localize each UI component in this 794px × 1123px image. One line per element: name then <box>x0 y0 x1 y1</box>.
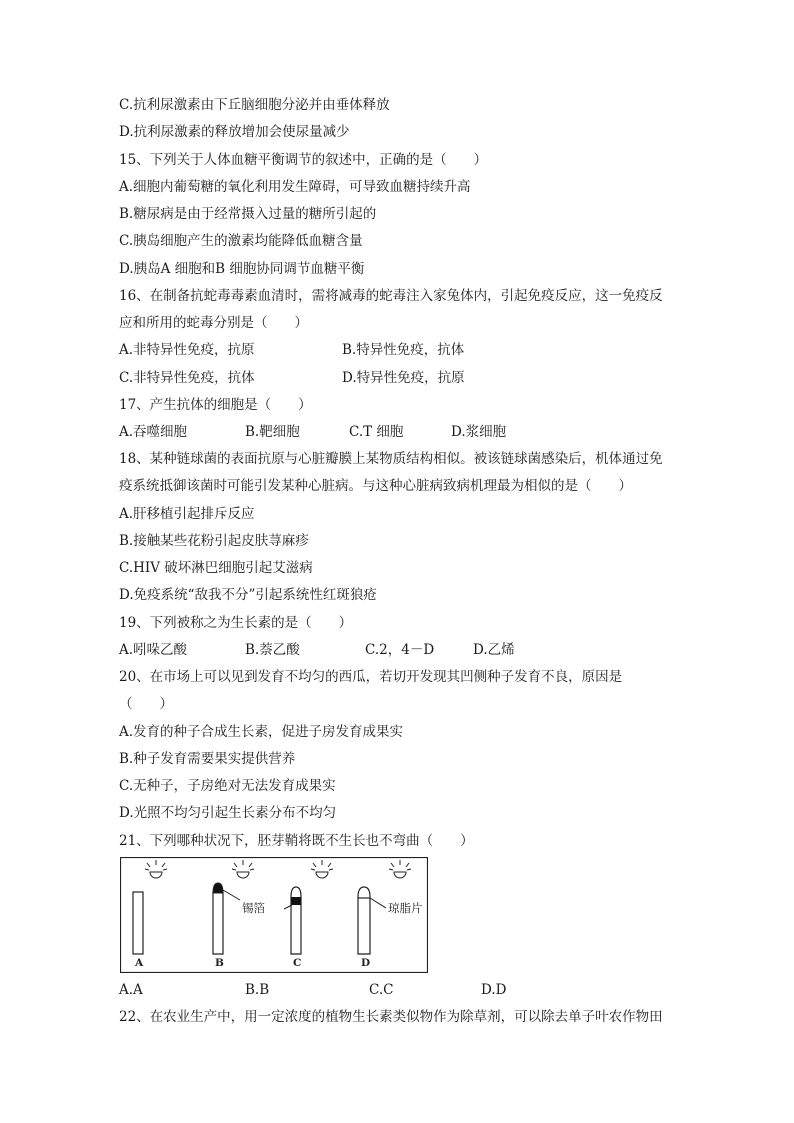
q15-option-a: A.细胞内葡萄糖的氧化利用发生障碍，可导致血糖持续升高 <box>119 179 471 195</box>
q17-option-d: D.浆细胞 <box>451 424 507 440</box>
q19-option-c: C.2，4－D <box>365 642 435 658</box>
light-source-icon <box>232 860 254 878</box>
coleoptile-d <box>358 887 370 954</box>
q21-stem: 21、下列哪种状况下，胚芽鞘将既不生长也不弯曲（ ） <box>119 833 474 849</box>
q20-option-a: A.发育的种子合成生长素，促进子房发育成果实 <box>119 724 404 740</box>
q20-option-c: C.无种子，子房绝对无法发育成果实 <box>119 778 336 794</box>
coleoptile-a <box>133 892 143 954</box>
tinfoil-band <box>291 897 301 905</box>
agar-pointer <box>370 898 386 908</box>
q15-option-b: B.糖尿病是由于经常摄入过量的糖所引起的 <box>119 206 377 222</box>
q18-option-b: B.接触某些花粉引起皮肤荨麻疹 <box>119 533 309 549</box>
q14-option-d: D.抗利尿激素的释放增加会使尿量减少 <box>119 124 350 140</box>
coleoptile-b <box>213 883 223 954</box>
panel-label-c: C <box>293 957 302 969</box>
q17-option-a: A.吞噬细胞 <box>119 424 188 440</box>
q21-option-c: C.C <box>369 982 394 998</box>
coleoptile-c <box>291 887 301 954</box>
q16-option-a: A.非特异性免疫，抗原 <box>119 342 255 358</box>
figure-border <box>121 858 428 973</box>
q18-option-a: A.肝移植引起排斥反应 <box>119 506 255 522</box>
q18-stem-line1: 18、某种链球菌的表面抗原与心脏瓣膜上某物质结构相似。被该链球菌感染后，机体通过免 <box>119 451 663 467</box>
light-source-icon <box>311 860 333 878</box>
q20-stem-line1: 20、在市场上可以见到发育不均匀的西瓜，若切开发现其凹侧种子发育不良，原因是 <box>119 669 623 685</box>
q16-stem-line2: 应和所用的蛇毒分别是（ ） <box>119 315 308 331</box>
q19-option-b: B.萘乙酸 <box>245 642 300 658</box>
q16-option-d: D.特异性免疫，抗原 <box>342 370 465 386</box>
q16-option-c: C.非特异性免疫，抗体 <box>119 370 255 386</box>
agar-label: 琼脂片 <box>388 901 423 915</box>
q18-stem-line2: 疫系统抵御该菌时可能引发某种心脏病。与这种心脏病致病机理最为相似的是（ ） <box>119 478 632 494</box>
q14-option-c: C.抗利尿激素由下丘脑细胞分泌并由垂体释放 <box>119 97 390 113</box>
q17-option-b: B.靶细胞 <box>245 424 300 440</box>
q16-option-b: B.特异性免疫，抗体 <box>342 342 465 358</box>
tinfoil-pointer <box>223 890 240 900</box>
light-source-icon <box>145 860 167 878</box>
q17-stem: 17、产生抗体的细胞是（ ） <box>119 397 312 413</box>
q21-option-d: D.D <box>481 982 507 998</box>
q15-stem: 15、下列关于人体血糖平衡调节的叙述中，正确的是（ ） <box>119 152 488 168</box>
light-source-icon <box>389 860 411 878</box>
tinfoil-label: 锡箔 <box>242 901 265 915</box>
tinfoil-cap <box>213 883 223 893</box>
q21-option-a: A.A <box>119 982 143 998</box>
q21-option-b: B.B <box>245 982 270 998</box>
q19-option-a: A.吲哚乙酸 <box>119 642 188 658</box>
q18-option-c: C.HIV 破坏淋巴细胞引起艾滋病 <box>119 560 313 576</box>
panel-label-b: B <box>215 957 224 969</box>
q20-option-d: D.光照不均匀引起生长素分布不均匀 <box>119 805 337 821</box>
q22-stem: 22、在农业生产中，用一定浓度的植物生长素类似物作为除草剂，可以除去单子叶农作物田 <box>119 1009 663 1025</box>
q17-option-c: C.T 细胞 <box>349 424 404 440</box>
q19-option-d: D.乙烯 <box>473 642 515 658</box>
panel-label-a: A <box>135 957 144 969</box>
coleoptile-figure <box>120 857 428 973</box>
q20-option-b: B.种子发育需要果实提供营养 <box>119 751 296 767</box>
q19-stem: 19、下列被称之为生长素的是（ ） <box>119 615 353 631</box>
q15-option-c: C.胰岛细胞产生的激素均能降低血糖含量 <box>119 233 363 249</box>
panel-label-d: D <box>361 957 371 969</box>
q16-stem-line1: 16、在制备抗蛇毒毒素血清时，需将减毒的蛇毒注入家兔体内，引起免疫反应，这一免疫反 <box>119 288 663 304</box>
q20-stem-line2: （ ） <box>119 696 173 712</box>
q15-option-d: D.胰岛A 细胞和B 细胞协同调节血糖平衡 <box>119 261 365 277</box>
q18-option-d: D.免疫系统“敌我不分”引起系统性红斑狼疮 <box>119 587 377 603</box>
